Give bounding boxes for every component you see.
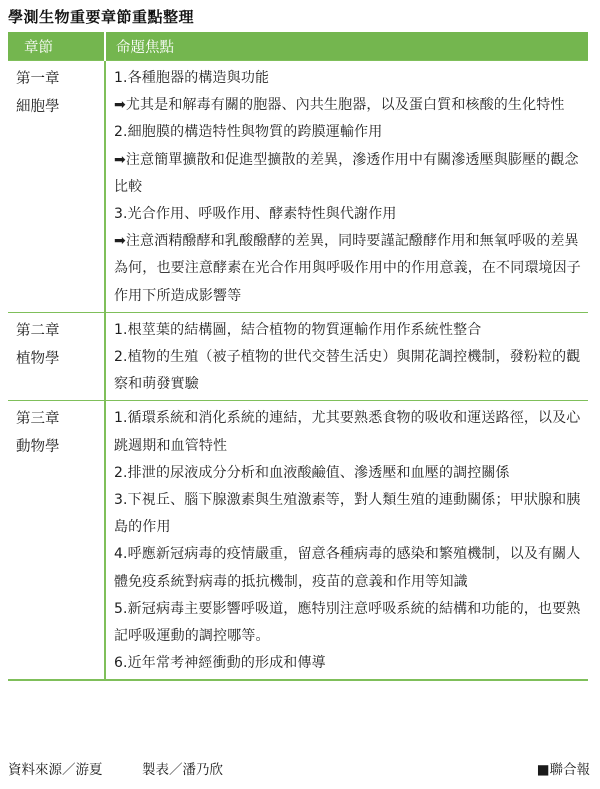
chapter-cell [8, 312, 105, 401]
chapter-number: 第三章 [16, 411, 60, 428]
table-row [8, 401, 588, 681]
focus-point: 3.下視丘、腦下腺激素與生殖激素等，對人類生殖的連動關係；甲狀腺和胰島的作用 [114, 492, 581, 536]
focus-point: 2.植物的生殖（被子植物的世代交替生活史）與開花調控機制，發粉粒的觀察和萌發實驗 [114, 349, 581, 393]
maker-credit: 製表／潘乃欣 [142, 762, 223, 778]
focus-point: 1.各種胞器的構造與功能 [114, 70, 270, 86]
focus-point: 4.呼應新冠病毒的疫情嚴重，留意各種病毒的感染和繁殖機制，以及有關人體免疫系統對病毒的抵抗機制，疫苗的意義和作用等知識 [114, 546, 581, 590]
focus-point: 6.近年常考神經衝動的形成和傳導 [114, 655, 326, 672]
focus-point: 1.根莖葉的結構圖，結合植物的物質運輸作用作系統性整合 [114, 321, 482, 338]
table-row [8, 312, 588, 401]
focus-point: 2.排泄的尿液成分分析和血液酸鹼值、滲透壓和血壓的調控關係 [114, 464, 510, 481]
source-credit: 資料來源／游夏 [8, 762, 103, 778]
chapter-cell [8, 61, 105, 313]
focus-cell [105, 61, 588, 313]
focus-cell [105, 312, 588, 401]
chapter-cell [8, 401, 105, 681]
table-body [8, 61, 588, 681]
chapter-name: 植物學 [16, 350, 60, 367]
publisher-label: ■聯合報 [536, 762, 590, 778]
page-title: 學測生物重要章節重點整理 [8, 8, 195, 26]
chapter-number: 第二章 [16, 322, 60, 339]
header-focus: 命題焦點 [105, 32, 588, 61]
focus-point: 3.光合作用、呼吸作用、酵素特性與代謝作用 [114, 206, 397, 223]
focus-point: ➡尤其是和解毒有關的胞器、內共生胞器，以及蛋白質和核酸的生化特性 [114, 97, 565, 114]
header-chapter: 章節 [8, 32, 105, 61]
table-header-row [8, 32, 588, 61]
chapter-number: 第一章 [16, 71, 60, 87]
chapter-name: 動物學 [16, 439, 60, 456]
focus-point: ➡注意酒精醱酵和乳酸醱酵的差異，同時要謹記醱酵作用和無氧呼吸的差異為何，也要注意酵素在光合作用與呼吸作用中的作用意義，在不同環境因子作用下所造成影響等 [114, 233, 581, 304]
focus-cell [105, 401, 588, 681]
focus-point: 5.新冠病毒主要影響呼吸道，應特別注意呼吸系統的結構和功能的，也要熟記呼吸運動的調控哪等。 [114, 600, 581, 645]
table-row [8, 61, 588, 313]
focus-point: 1.循環系統和消化系統的連結，尤其要熟悉食物的吸收和運送路徑，以及心跳週期和血管特性 [114, 410, 581, 454]
focus-table [8, 32, 588, 681]
chapter-name: 細胞學 [16, 99, 60, 115]
focus-point: 2.細胞膜的構造特性與物質的跨膜運輸作用 [114, 124, 383, 141]
focus-point: ➡注意簡單擴散和促進型擴散的差異，滲透作用中有關滲透壓與膨壓的觀念比較 [114, 151, 579, 195]
